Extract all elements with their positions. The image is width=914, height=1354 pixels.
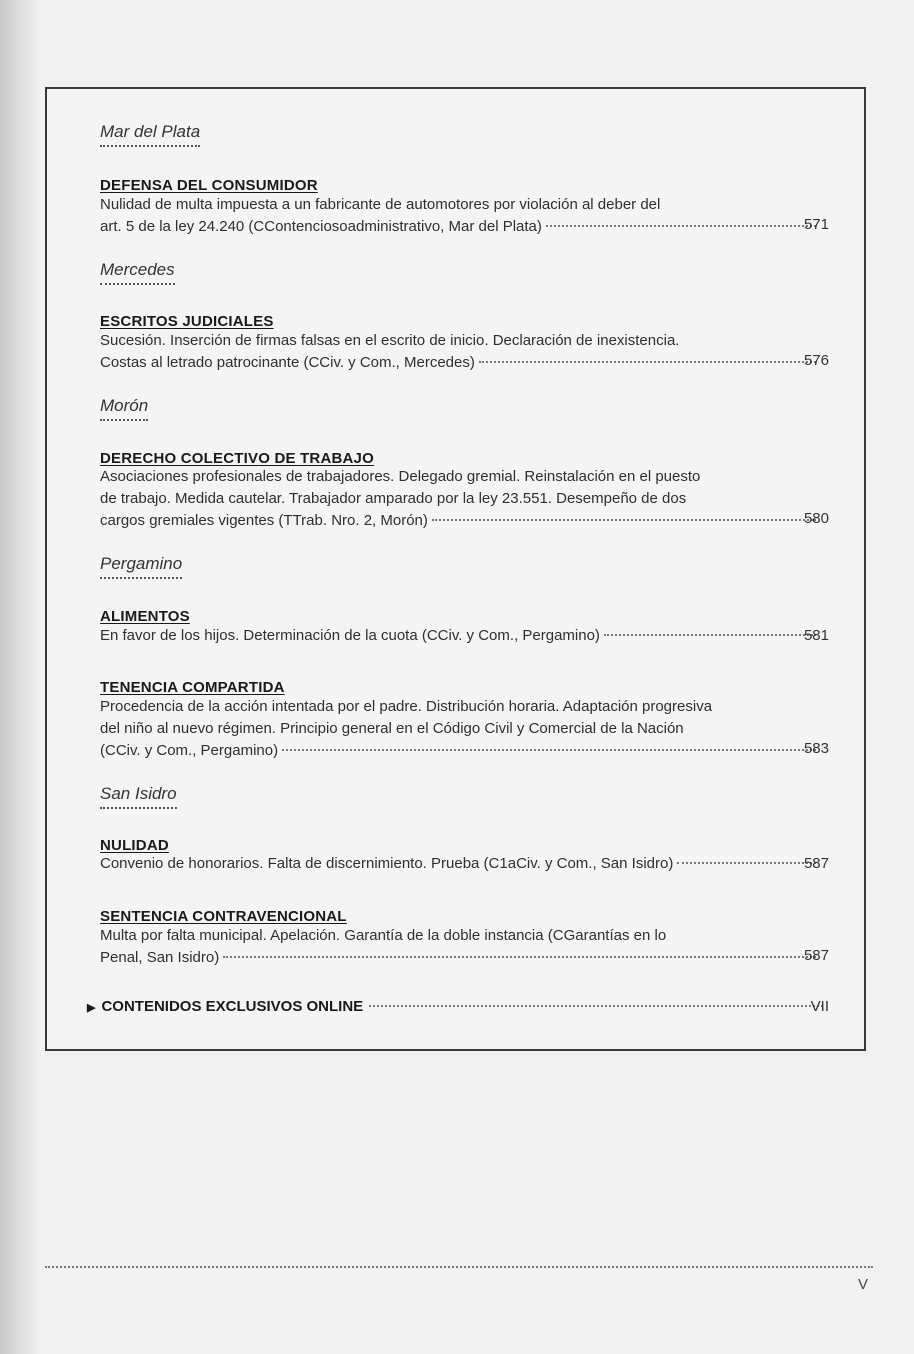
entry-line: Nulidad de multa impuesta a un fabricante de automotores por violación al deber del: [100, 196, 661, 213]
page-folio: V: [858, 1276, 869, 1293]
entry-sentencia-contravencional[interactable]: [100, 925, 820, 969]
index-box: [45, 87, 866, 1051]
page-number[interactable]: 587: [803, 947, 829, 964]
entry-defensa-del-consumidor[interactable]: [100, 194, 820, 238]
page-number[interactable]: 583: [803, 740, 829, 757]
entry-last-line: [100, 625, 820, 647]
entry-text: Convenio de honorarios. Falta de discernimiento. Prueba (C1aCiv. y Com., San Isidro): [100, 855, 674, 872]
entry-line: del niño al nuevo régimen. Principio general en el Código Civil y Comercial de la Nación: [100, 720, 684, 737]
entry-last-line: [100, 510, 820, 532]
entry-line: Multa por falta municipal. Apelación. Garantía de la doble instancia (CGarantías en lo: [100, 927, 667, 944]
entry-line: Sucesión. Inserción de firmas falsas en el escrito de inicio. Declaración de inexistencia.: [100, 332, 680, 349]
entry-derecho-colectivo-de-trabajo[interactable]: [100, 466, 820, 532]
entry-line: de trabajo. Medida cautelar. Trabajador amparado por la ley 23.551. Desempeño de dos: [100, 490, 687, 507]
dot-leader: [223, 956, 816, 958]
entry-text: Costas al letrado patrocinante (CCiv. y Com., Mercedes): [100, 354, 475, 371]
online-contents-label: CONTENIDOS EXCLUSIVOS ONLINE: [101, 998, 364, 1015]
locality-moron: Morón: [100, 396, 148, 421]
entry-alimentos[interactable]: [100, 625, 820, 647]
locality-san-isidro: San Isidro: [100, 784, 177, 809]
page-number[interactable]: 581: [803, 627, 829, 644]
entry-text: cargos gremiales vigentes (TTrab. Nro. 2, Morón): [100, 512, 428, 529]
locality-mercedes: Mercedes: [100, 260, 175, 285]
entry-text: Penal, San Isidro): [100, 949, 220, 966]
online-page-number[interactable]: VII: [810, 998, 829, 1015]
entry-line: Asociaciones profesionales de trabajadores. Delegado gremial. Reinstalación en el puesto: [100, 468, 701, 485]
entry-nulidad[interactable]: [100, 853, 820, 875]
entry-last-line: [100, 216, 820, 238]
page-number[interactable]: 580: [803, 510, 829, 527]
dot-leader: [369, 1005, 823, 1007]
online-contents-entry[interactable]: [87, 998, 829, 1015]
topic-nulidad[interactable]: NULIDAD: [100, 837, 169, 854]
footer-divider: [45, 1266, 873, 1268]
page-number[interactable]: 576: [803, 352, 829, 369]
entry-tenencia-compartida[interactable]: [100, 696, 820, 762]
page-number[interactable]: 587: [803, 855, 829, 872]
entry-text: En favor de los hijos. Determinación de la cuota (CCiv. y Com., Pergamino): [100, 627, 600, 644]
entry-text: (CCiv. y Com., Pergamino): [100, 742, 279, 759]
dot-leader: [282, 749, 816, 751]
locality-mar-del-plata: Mar del Plata: [100, 122, 200, 147]
dot-leader: [479, 361, 816, 363]
topic-alimentos[interactable]: ALIMENTOS: [100, 608, 190, 625]
entry-last-line: [100, 740, 820, 762]
page-edge-shadow: [0, 0, 40, 1354]
topic-derecho-colectivo-de-trabajo[interactable]: DERECHO COLECTIVO DE TRABAJO: [100, 450, 374, 467]
entry-last-line: [100, 853, 820, 875]
entry-last-line: [100, 352, 820, 374]
page-number[interactable]: 571: [803, 216, 829, 233]
entry-text: art. 5 de la ley 24.240 (CContenciosoadministrativo, Mar del Plata): [100, 218, 542, 235]
triangle-right-icon: ▶: [87, 1002, 96, 1014]
topic-sentencia-contravencional[interactable]: SENTENCIA CONTRAVENCIONAL: [100, 908, 347, 925]
locality-pergamino: Pergamino: [100, 554, 182, 579]
topic-tenencia-compartida[interactable]: TENENCIA COMPARTIDA: [100, 679, 285, 696]
dot-leader: [432, 519, 816, 521]
entry-line: Procedencia de la acción intentada por el padre. Distribución horaria. Adaptación progresiva: [100, 698, 713, 715]
topic-escritos-judiciales[interactable]: ESCRITOS JUDICIALES: [100, 313, 274, 330]
entry-last-line: [100, 947, 820, 969]
entry-escritos-judiciales[interactable]: [100, 330, 820, 374]
topic-defensa-del-consumidor[interactable]: DEFENSA DEL CONSUMIDOR: [100, 177, 318, 194]
